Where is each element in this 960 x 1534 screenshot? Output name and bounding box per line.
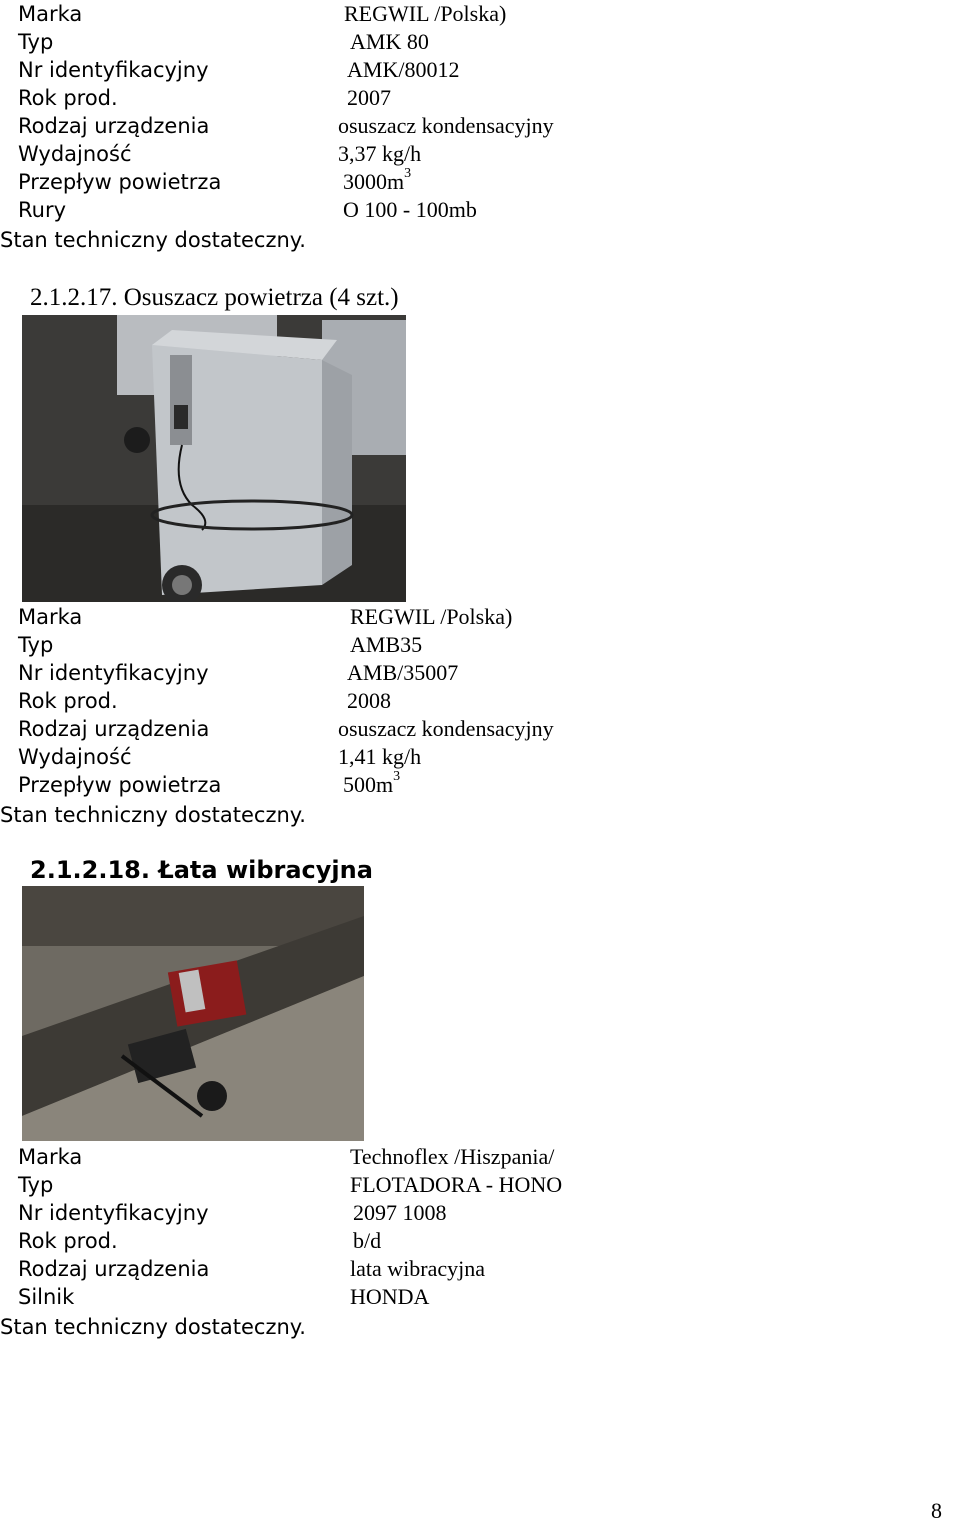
spec-label: Rok prod.: [18, 1229, 118, 1253]
spec-value: osuszacz kondensacyjny: [338, 716, 554, 741]
spec-label: Rok prod.: [18, 689, 118, 713]
condition-status: Stan techniczny dostateczny.: [0, 228, 306, 252]
spec-value: Technoflex /Hiszpania/: [350, 1144, 555, 1169]
page-number: 8: [931, 1498, 942, 1523]
spec-label: Rok prod.: [18, 86, 118, 110]
condition-status: Stan techniczny dostateczny.: [0, 1315, 306, 1339]
spec-row: [0, 1255, 960, 1283]
spec-value: AMK 80: [350, 29, 429, 54]
spec-label: Wydajność: [18, 142, 132, 166]
spec-label: Nr identyfikacyjny: [18, 661, 209, 685]
superscript: 3: [393, 769, 401, 784]
spec-value: HONDA: [350, 1284, 430, 1309]
spec-value: osuszacz kondensacyjny: [338, 113, 554, 138]
spec-row: [0, 1199, 960, 1227]
spec-value: AMK/80012: [347, 57, 460, 82]
spec-value: b/d: [353, 1228, 382, 1253]
spec-label: Silnik: [18, 1285, 75, 1309]
spec-value: 3,37 kg/h: [338, 141, 422, 166]
spec-value: 1,41 kg/h: [338, 744, 422, 769]
spec-label: Rury: [18, 198, 67, 222]
spec-row: [0, 743, 960, 771]
spec-row: [0, 715, 960, 743]
vibrating-screed-photo: [22, 886, 364, 1141]
spec-value: REGWIL /Polska): [350, 604, 513, 629]
spec-row: [0, 771, 960, 799]
spec-row: [0, 631, 960, 659]
section-heading: 2.1.2.18. Łata wibracyjna: [30, 856, 373, 884]
superscript: 3: [404, 166, 412, 181]
spec-label: Marka: [18, 605, 83, 629]
spec-label: Typ: [18, 633, 54, 657]
spec-row: [0, 687, 960, 715]
spec-label: Rodzaj urządzenia: [18, 1257, 210, 1281]
spec-row: [0, 112, 960, 140]
spec-label: Przepływ powietrza: [18, 170, 222, 194]
spec-label: Nr identyfikacyjny: [18, 1201, 209, 1225]
spec-value: $500m^3$: [343, 769, 401, 797]
section-heading: 2.1.2.17. Osuszacz powietrza (4 szt.): [30, 284, 399, 311]
spec-label: Marka: [18, 2, 83, 26]
spec-value: REGWIL /Polska): [344, 1, 507, 26]
spec-row: [0, 1283, 960, 1311]
spec-row: [0, 659, 960, 687]
spec-row: [0, 603, 960, 631]
spec-value: AMB/35007: [347, 660, 459, 685]
dehumidifier-photo: [22, 315, 406, 602]
spec-row: [0, 140, 960, 168]
spec-value: 2008: [347, 688, 391, 713]
spec-value: 2097 1008: [353, 1200, 447, 1225]
spec-row: [0, 196, 960, 224]
spec-label: Rodzaj urządzenia: [18, 717, 210, 741]
spec-value: lata wibracyjna: [350, 1256, 485, 1281]
spec-row: [0, 1171, 960, 1199]
spec-row: [0, 84, 960, 112]
spec-row: [0, 1143, 960, 1171]
condition-status: Stan techniczny dostateczny.: [0, 803, 306, 827]
spec-value: FLOTADORA - HONO: [350, 1172, 563, 1197]
spec-value: 2007: [347, 85, 391, 110]
spec-label: Marka: [18, 1145, 83, 1169]
spec-label: Typ: [18, 1173, 54, 1197]
spec-label: Wydajność: [18, 745, 132, 769]
spec-value: O 100 - 100mb: [343, 197, 477, 222]
spec-row: [0, 168, 960, 196]
spec-label: Nr identyfikacyjny: [18, 58, 209, 82]
spec-value: AMB35: [350, 632, 423, 657]
spec-label: Typ: [18, 30, 54, 54]
spec-value: $3000m^3$: [343, 166, 412, 194]
spec-row: [0, 56, 960, 84]
spec-row: [0, 28, 960, 56]
spec-label: Rodzaj urządzenia: [18, 114, 210, 138]
spec-label: Przepływ powietrza: [18, 773, 222, 797]
spec-row: [0, 0, 960, 28]
spec-row: [0, 1227, 960, 1255]
